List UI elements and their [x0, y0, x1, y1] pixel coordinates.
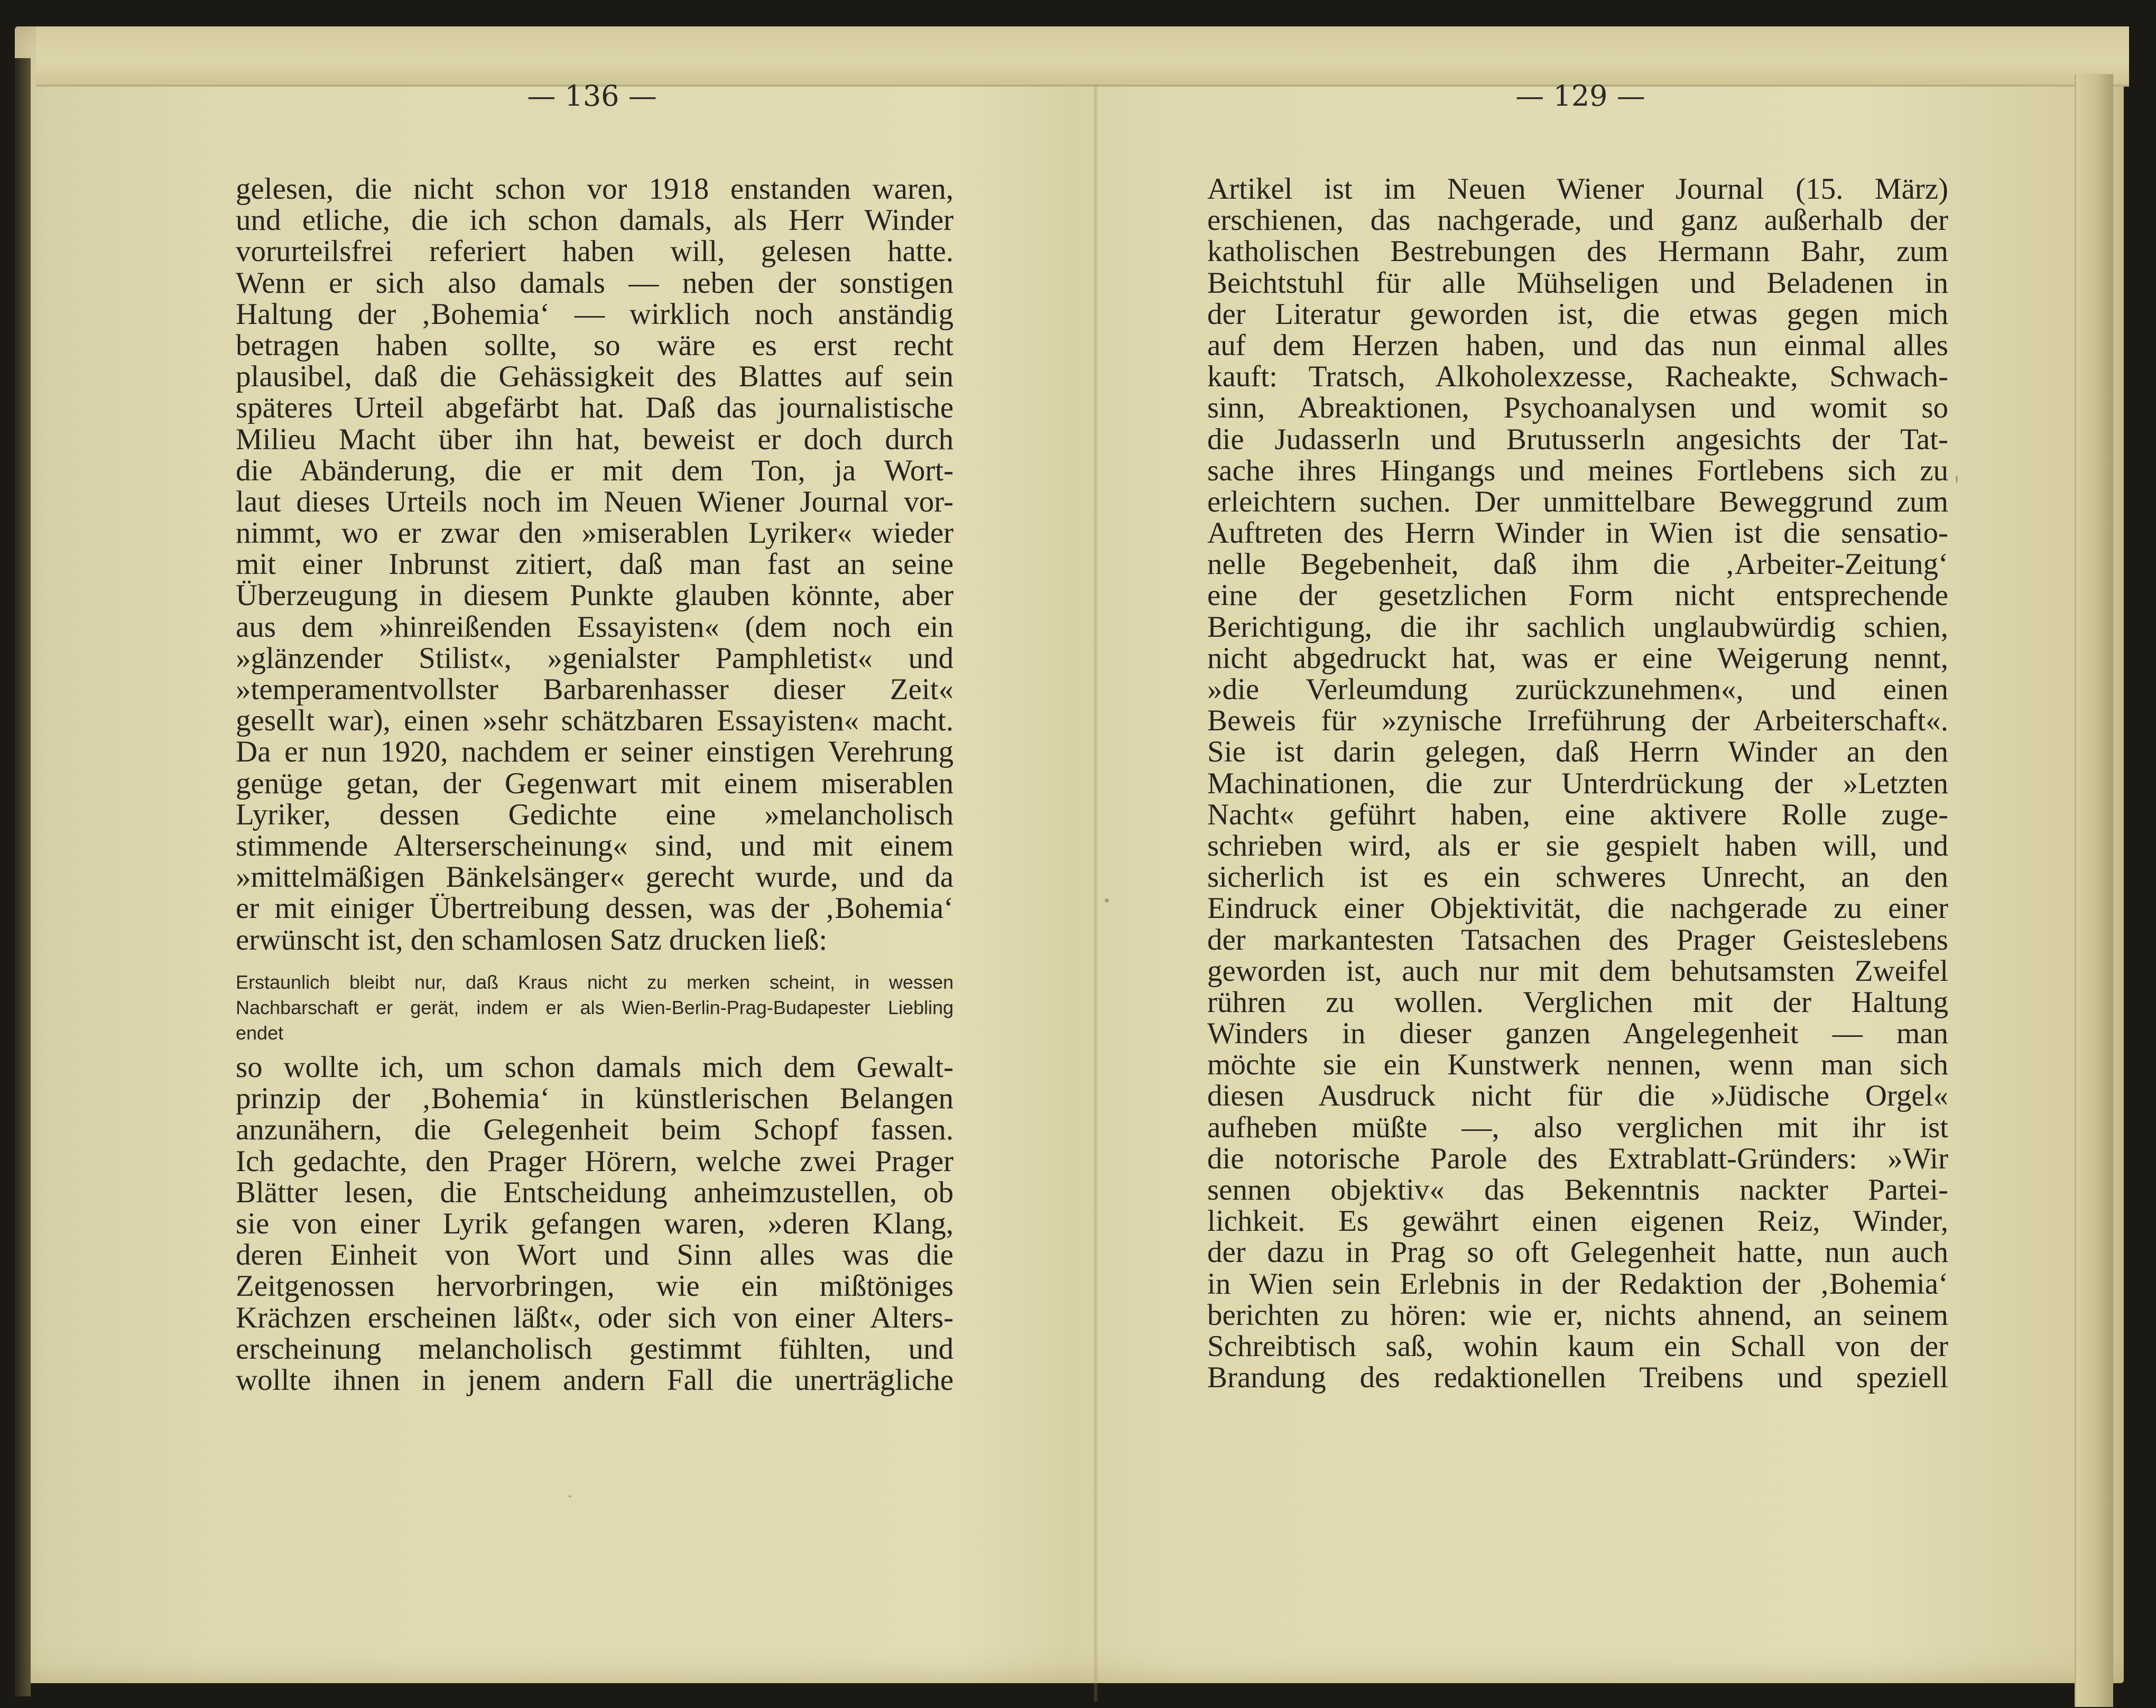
text-line: prinzip der ‚Bohemia‘ in künstlerischen Belangen: [236, 1082, 954, 1116]
text-line: lichkeit. Es gewährt einen eigenen Reiz, Winder,: [1207, 1204, 1948, 1238]
text-line: anzunähern, die Gelegenheit beim Schopf fassen.: [236, 1113, 954, 1147]
text-line: berichten zu hören: wie er, nichts ahnend, an seinem: [1207, 1298, 1948, 1332]
text-line: der markantesten Tatsachen des Prager Geisteslebens: [1207, 923, 1948, 957]
paper-speck: [1956, 476, 1958, 483]
text-line: Zeitgenossen hervorbringen, wie ein mißtöniges: [236, 1269, 954, 1303]
text-line: in Wien sein Erlebnis in der Redaktion der ‚Bohemia‘: [1207, 1267, 1948, 1301]
text-line: Eindruck einer Objektivität, die nachgerade zu einer: [1207, 892, 1948, 925]
text-line: mit einer Inbrunst zitiert, daß man fast an seine: [236, 547, 954, 581]
text-line: betragen haben sollte, so wäre es erst recht: [236, 328, 954, 362]
text-line: »glänzender Stilist«, »genialster Pamphletist« und: [236, 641, 954, 675]
paper-speck: [568, 1496, 571, 1497]
text-line: auf dem Herzen haben, und das nun einmal alles: [1207, 328, 1948, 362]
text-line: nicht abgedruckt hat, was er eine Weigerung nennt,: [1207, 641, 1948, 675]
text-line: schrieben wird, als er sie gespielt haben will, und: [1207, 829, 1948, 862]
text-line: die Judasserln und Brutusserln angesichts der Tat-: [1207, 422, 1948, 456]
text-line: erschienen, das nachgerade, und ganz außerhalb der: [1207, 203, 1948, 237]
text-line: Beweis für »zynische Irreführung der Arbeiterschaft«.: [1207, 704, 1948, 738]
text-line: erwünscht ist, den schamlosen Satz drucken ließ:: [236, 923, 828, 957]
text-line: die Abänderung, die er mit dem Ton, ja Wort-: [236, 453, 954, 487]
text-line: vorurteilsfrei referiert haben will, gelesen hatte.: [236, 235, 954, 268]
text-line: gelesen, die nicht schon vor 1918 enstanden waren,: [236, 172, 954, 206]
left-paragraph-2: [236, 1052, 954, 1396]
quote-line: Nachbarschaft er gerät, indem er als Wien-Berlin-Prag-Budapester Liebling: [236, 997, 954, 1018]
block-quote: [236, 970, 954, 1046]
text-line: Überzeugung in diesem Punkte glauben könnte, aber: [236, 579, 954, 612]
right-page-number: — 129 —: [1515, 79, 1645, 113]
text-line: Da er nun 1920, nachdem er seiner einstigen Verehrung: [236, 735, 954, 769]
quote-line: Erstaunlich bleibt nur, daß Kraus nicht zu merken scheint, in wessen: [236, 971, 954, 993]
text-line: der dazu in Prag so oft Gelegenheit hatte, nun auch: [1207, 1236, 1948, 1269]
text-line: deren Einheit von Wort und Sinn alles was die: [236, 1238, 954, 1272]
text-line: stimmende Alterserscheinung« sind, und mit einem: [236, 829, 954, 862]
text-line: Lyriker, dessen Gedichte eine »melancholisch: [236, 797, 954, 831]
text-line: Winders in dieser ganzen Angelegenheit — man: [1207, 1017, 1948, 1051]
text-line: laut dieses Urteils noch im Neuen Wiener Journal vor-: [236, 485, 954, 518]
text-line: genüge getan, der Gegenwart mit einem miserablen: [236, 766, 954, 800]
text-line: nelle Begebenheit, daß ihm die ‚Arbeiter-Zeitung‘: [1207, 547, 1948, 581]
text-line: katholischen Bestrebungen des Hermann Bahr, zum: [1207, 235, 1948, 268]
right-page: [1078, 0, 2156, 1708]
text-line: gesellt war), einen »sehr schätzbaren Essayisten« macht.: [236, 704, 954, 738]
text-line: sicherlich ist es ein schweres Unrecht, an den: [1207, 860, 1948, 894]
text-line: der Literatur geworden ist, die etwas gegen mich: [1207, 297, 1948, 331]
text-line: sie von einer Lyrik gefangen waren, »deren Klang,: [236, 1206, 954, 1240]
text-line: Beichtstuhl für alle Mühseligen und Beladenen in: [1207, 266, 1948, 300]
text-line: eine der gesetzlichen Form nicht entsprechende: [1207, 579, 1948, 612]
text-line: sinn, Abreaktionen, Psychoanalysen und womit so: [1207, 391, 1948, 425]
text-line: plausibel, daß die Gehässigkeit des Blattes auf sein: [236, 360, 954, 394]
text-line: wollte ihnen in jenem andern Fall die unerträgliche: [236, 1363, 954, 1397]
text-line: Sie ist darin gelegen, daß Herrn Winder an den: [1207, 735, 1948, 769]
text-line: späteres Urteil abgefärbt hat. Daß das journalistische: [236, 391, 954, 425]
text-line: »mittelmäßigen Bänkelsänger« gerecht wurde, und da: [236, 860, 954, 894]
text-line: »temperamentvollster Barbarenhasser dieser Zeit«: [236, 673, 954, 706]
left-page-number: — 136 —: [527, 79, 657, 113]
text-line: Ich gedachte, den Prager Hörern, welche zwei Prager: [236, 1144, 954, 1178]
text-line: rühren zu wollen. Verglichen mit der Haltung: [1207, 985, 1948, 1019]
text-line: Machinationen, die zur Unterdrückung der »Letzten: [1207, 766, 1948, 800]
text-line: kauft: Tratsch, Alkoholexzesse, Racheakte, Schwach-: [1207, 360, 1948, 394]
text-line: Schreibtisch saß, wohin kaum ein Schall von der: [1207, 1329, 1948, 1363]
text-line: aufheben müßte —, also verglichen mit ihr ist: [1207, 1110, 1948, 1144]
text-line: Berichtigung, die ihr sachlich unglaubwürdig schien,: [1207, 610, 1948, 644]
text-line: Auftreten des Herrn Winder in Wien ist die sensatio-: [1207, 516, 1948, 550]
text-line: Wenn er sich also damals — neben der sonstigen: [236, 266, 954, 300]
paper-speck: [1105, 898, 1109, 903]
text-line: Haltung der ‚Bohemia‘ — wirklich noch anständig: [236, 297, 954, 331]
left-paragraph-1: [236, 173, 954, 955]
text-line: möchte sie ein Kunstwerk nennen, wenn man sich: [1207, 1048, 1948, 1082]
text-line: erleichtern suchen. Der unmittelbare Beweggrund zum: [1207, 485, 1948, 518]
text-line: Blätter lesen, die Entscheidung anheimzustellen, ob: [236, 1175, 954, 1209]
text-line: sennen objektiv« das Bekenntnis nackter Partei-: [1207, 1173, 1948, 1206]
text-line: nimmt, wo er zwar den »miserablen Lyriker« wieder: [236, 516, 954, 550]
text-line: Krächzen erscheinen läßt«, oder sich von einer Alters-: [236, 1301, 954, 1334]
text-line: erscheinung melancholisch gestimmt fühlten, und: [236, 1332, 954, 1366]
text-line: und etliche, die ich schon damals, als Herr Winder: [236, 203, 954, 237]
text-line: Nacht« geführt haben, eine aktivere Rolle zuge-: [1207, 797, 1948, 831]
text-line: Artikel ist im Neuen Wiener Journal (15. März): [1207, 172, 1948, 206]
quote-line: endet: [236, 1022, 284, 1044]
text-line: diesen Ausdruck nicht für die »Jüdische Orgel«: [1207, 1079, 1948, 1113]
text-line: so wollte ich, um schon damals mich dem Gewalt-: [236, 1051, 954, 1084]
text-line: »die Verleumdung zurückzunehmen«, und einen: [1207, 673, 1948, 706]
text-line: sache ihres Hingangs und meines Fortlebens sich zu: [1207, 453, 1948, 487]
text-line: Milieu Macht über ihn hat, beweist er doch durch: [236, 422, 954, 456]
text-line: die notorische Parole des Extrablatt-Gründers: »Wir: [1207, 1141, 1948, 1175]
text-line: aus dem »hinreißenden Essayisten« (dem noch ein: [236, 610, 954, 644]
text-line: Brandung des redaktionellen Treibens und speziell: [1207, 1361, 1948, 1395]
text-line: er mit einiger Übertreibung dessen, was der ‚Bohemia‘: [236, 892, 954, 925]
text-line: geworden ist, auch nur mit dem behutsamsten Zweifel: [1207, 954, 1948, 988]
right-paragraph-1: [1207, 173, 1948, 1393]
